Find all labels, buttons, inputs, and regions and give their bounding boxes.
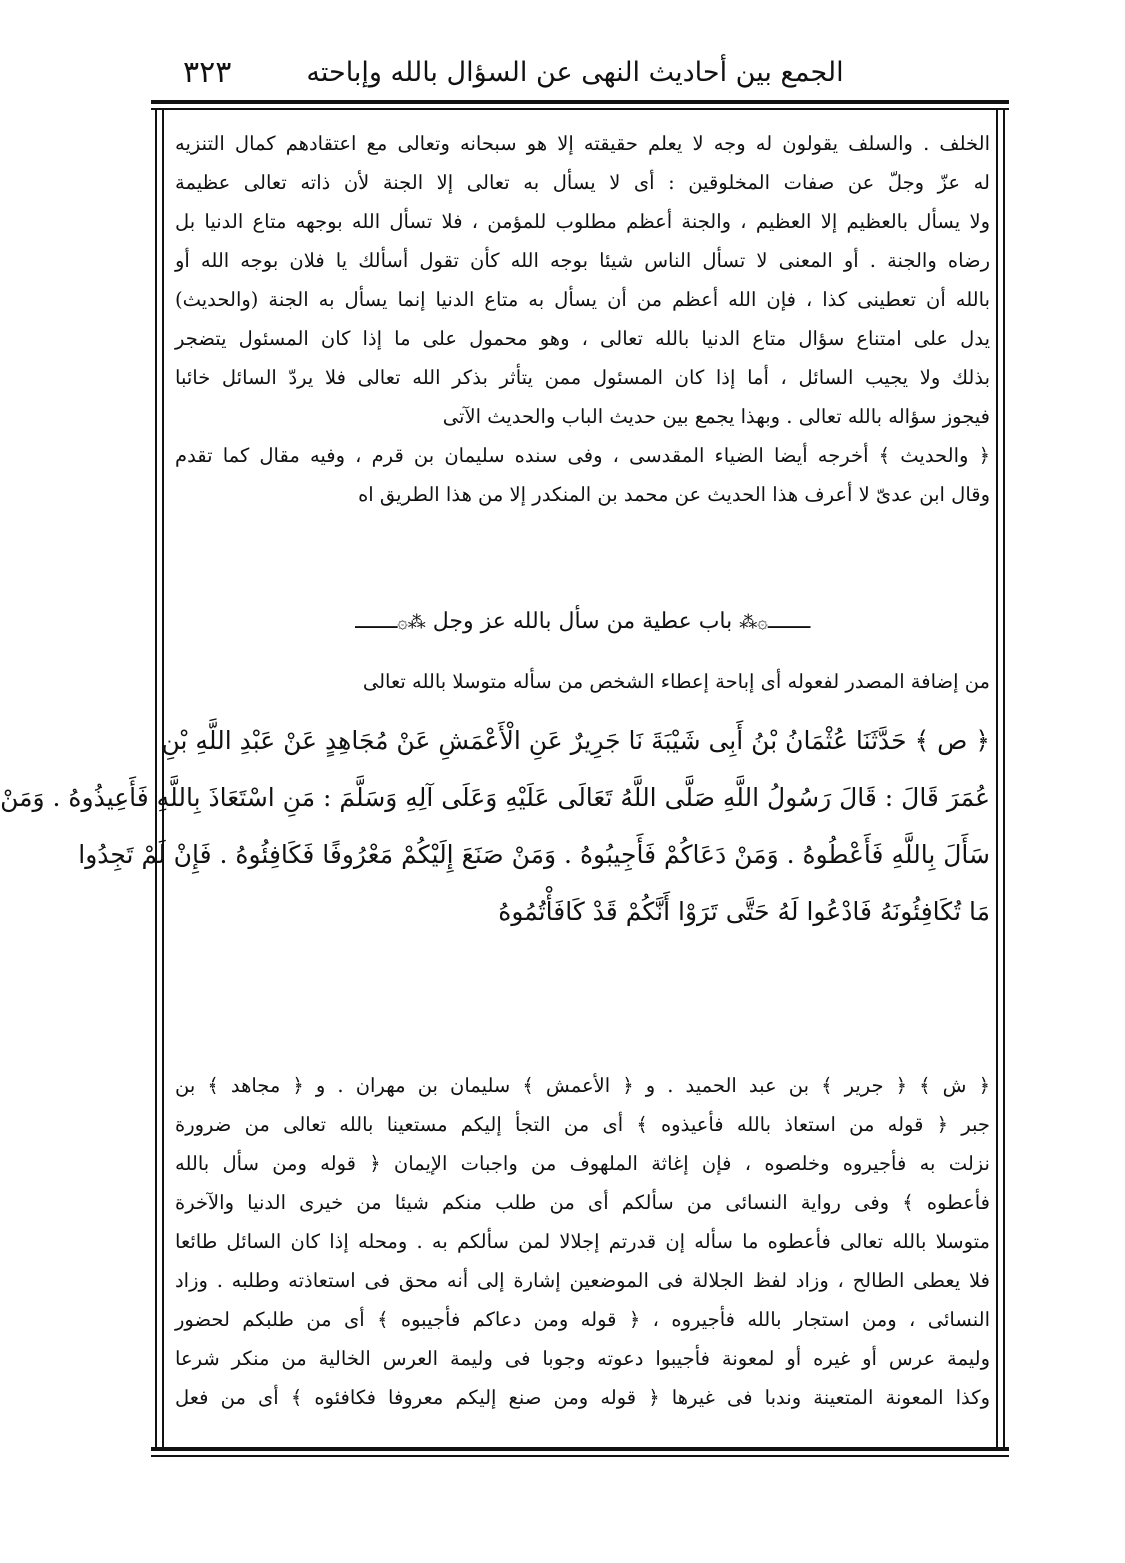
ornament-left-icon: ⁂۞ــــ (355, 612, 426, 633)
commentary-line: فأعطوه ﴾ وفى رواية النسائى من سألكم أى من طلب منكم شيئا من خيرى الدنيا والآخرة (175, 1191, 991, 1214)
right-border-outer (1003, 110, 1005, 1447)
top-border-thick (151, 100, 1009, 104)
bottom-border-thin (151, 1455, 1009, 1457)
chapter-heading (175, 602, 990, 642)
commentary-line: نزلت به فأجيروه وخلصوه ، فإن إغاثة الملهوف من واجبات الإيمان ﴿ قوله ومن سأل بالله (175, 1152, 990, 1175)
top-border-thin (151, 108, 1009, 110)
hadith-line: سَأَلَ بِاللَّهِ فَأَعْطُوهُ . وَمَنْ دَعَاكُمْ فَأَجِيبُوهُ . وَمَنْ صَنَعَ إِلَيْكُمْ مَعْرُوفًا فَكَافِئُوهُ . فَإِنْ لَمْ تَجِدُوا (78, 840, 990, 869)
commentary-line: رضاه والجنة . أو المعنى لا تسأل الناس شيئا بوجه الله كأن تقول أسألك يا فلان بوجه الله أو (175, 249, 990, 272)
commentary-line: بالله أن تعطينى كذا ، فإن الله أعظم من أن يسأل به متاع الدنيا إنما يسأل به الجنة (والحديث) (175, 288, 990, 311)
commentary-line: وكذا المعونة المتعينة وندبا فى غيرها ﴿ قوله ومن صنع إليكم معروفا فكافئوه ﴾ أى من فعل (175, 1386, 990, 1409)
hadith-line: عُمَرَ قَالَ : قَالَ رَسُولُ اللَّهِ صَلَّى اللَّهُ تَعَالَى عَلَيْهِ وَعَلَى آلِهِ وَسَلَّمَ : مَنِ اسْتَعَاذَ بِاللَّهِ فَأَعِيذُوهُ . وَمَنْ (0, 783, 990, 812)
commentary-line: متوسلا بالله تعالى فأعطوه ما سأله إن قدرتم إجلالا لمن سألكم به . ومحله إذا كان السائل طائعا (175, 1230, 990, 1253)
commentary-line: بذلك ولا يجيب السائل ، أما إذا كان المسئول ممن يتأثر بذكر الله تعالى فلا يردّ السائل خائبا (175, 366, 990, 389)
commentary-top (175, 124, 990, 514)
chapter-note: من إضافة المصدر لفعوله أى إباحة إعطاء الشخص من سأله متوسلا بالله تعالى (362, 670, 990, 693)
commentary-line: الخلف . والسلف يقولون له وجه لا يعلم حقيقته إلا هو سبحانه وتعالى مع اعتقادهم كمال التنزيه (175, 132, 990, 155)
commentary-line: وقال ابن عدىّ لا أعرف هذا الحديث عن محمد بن المنكدر إلا من هذا الطريق اه (358, 483, 990, 506)
chapter-title: باب عطية من سأل بالله عز وجل (432, 609, 733, 634)
commentary-line: فيجوز سؤاله بالله تعالى . وبهذا يجمع بين حديث الباب والحديث الآتى (442, 405, 990, 428)
commentary-line: ﴿ والحديث ﴾ أخرجه أيضا الضياء المقدسى ، وفى سنده سليمان بن قرم ، وفيه مقال كما تقدم (175, 444, 990, 467)
commentary-line: وليمة عرس أو غيره أو لمعونة فأجيبوا دعوته وجوبا فى وليمة العرس الخالية من منكر شرعا (175, 1347, 990, 1370)
commentary-line: يدل على امتناع سؤال متاع الدنيا بالله تعالى ، وهو محمول على ما إذا كان المسئول يتضجر (175, 327, 990, 350)
running-head-title: الجمع بين أحاديث النهى عن السؤال بالله وإباحته (306, 57, 844, 88)
commentary-line: ولا يسأل بالعظيم إلا العظيم ، والجنة أعظم مطلوب للمؤمن ، فلا تسأل الله بوجهه متاع الدنيا بل (175, 210, 990, 233)
ornament-right-icon: ــــ۞⁂ (739, 612, 810, 633)
hadith-text (0, 712, 990, 940)
right-border-inner (996, 110, 998, 1447)
commentary-line: جبر ﴿ قوله من استعاذ بالله فأعيذوه ﴾ أى من التجأ إليكم مستعينا بالله تعالى من ضرورة (175, 1113, 990, 1136)
commentary-line: النسائى ، ومن استجار بالله فأجيروه ، ﴿ قوله ومن دعاكم فأجيبوه ﴾ أى من طلبكم لحضور (175, 1308, 990, 1331)
bottom-border-thick (151, 1447, 1009, 1451)
hadith-line: مَا تُكَافِئُونَهُ فَادْعُوا لَهُ حَتَّى تَرَوْا أَنَّكُمْ قَدْ كَافَأْتُمُوهُ (498, 897, 990, 926)
page-number: ٣٢٣ (183, 55, 232, 90)
commentary-line: له عزّ وجلّ عن صفات المخلوقين : أى لا يسأل به تعالى إلا الجنة لأن ذاته تعالى عظيمة (175, 171, 990, 194)
commentary-line: ﴿ ش ﴾ ﴿ جرير ﴾ بن عبد الحميد . و ﴿ الأعمش ﴾ سليمان بن مهران . و ﴿ مجاهد ﴾ بن (175, 1074, 990, 1097)
commentary-line: فلا يعطى الطالح ، وزاد لفظ الجلالة فى الموضعين إشارة إلى أنه محق فى استعاذته وطلبه . وزاد (175, 1269, 990, 1292)
commentary-bottom (175, 1066, 990, 1417)
hadith-line: ﴿ ص ﴾ حَدَّثَنَا عُثْمَانُ بْنُ أَبِى شَيْبَةَ نَا جَرِيرٌ عَنِ الْأَعْمَشِ عَنْ مُجَاهِدٍ عَنْ عَبْدِ اللَّهِ بْنِ (161, 726, 990, 755)
